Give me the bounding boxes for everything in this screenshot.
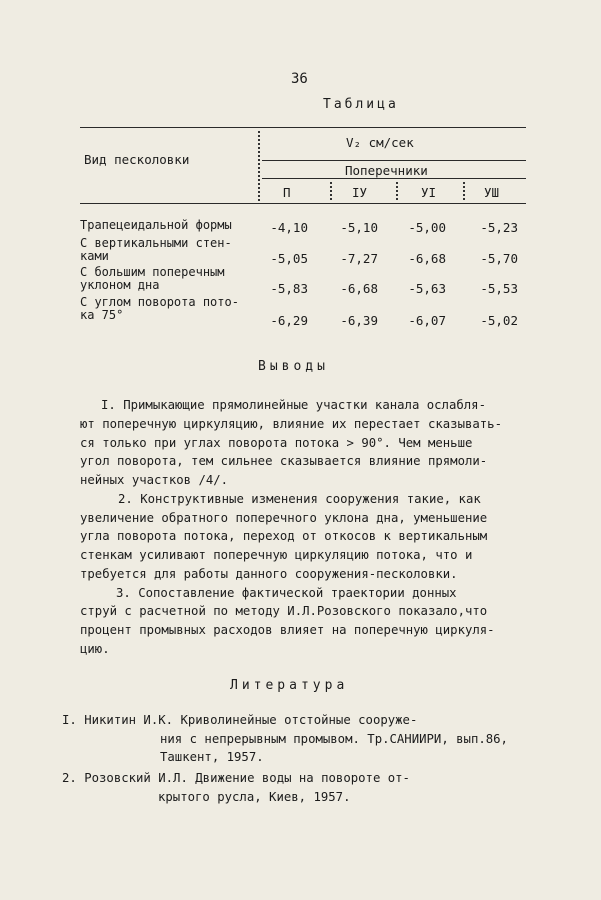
table-cell: -5,05 [270, 251, 308, 266]
conclusion-line: угол поворота, тем сильнее сказывается влияние прямоли- [80, 454, 488, 468]
table-cell: -6,68 [408, 251, 446, 266]
column-header: УI [421, 185, 437, 200]
conclusion-line: 2. Конструктивные изменения сооружения такие, как [118, 492, 481, 506]
reference-line: ния с непрерывным промывом. Тр.САНИИРИ, вып.86, [160, 732, 508, 746]
reference-line: крытого русла, Киев, 1957. [158, 790, 351, 804]
table-cell: -6,29 [270, 313, 308, 328]
conclusion-line: ся только при углах поворота потока > 90°. Чем меньше [80, 436, 473, 450]
table-cell: -5,63 [408, 281, 446, 296]
table-header-bottom-rule [80, 203, 526, 204]
conclusion-line: струй с расчетной по методу И.Л.Розовского показало,что [80, 604, 488, 618]
header-group: Поперечники [345, 163, 428, 178]
header-group-rule [262, 160, 526, 161]
conclusion-line: увеличение обратного поперечного уклона дна, уменьшение [80, 511, 488, 525]
column-header: IУ [352, 185, 368, 200]
conclusion-line: нейных участков /4/. [80, 473, 229, 487]
conclusion-line: требуется для работы данного сооружения-песколовки. [80, 567, 458, 581]
row-label: С большим поперечным [80, 265, 225, 279]
table-cell: -5,02 [480, 313, 518, 328]
table-cell: -5,23 [480, 220, 518, 235]
table-cell: -4,10 [270, 220, 308, 235]
table-cell: -6,68 [340, 281, 378, 296]
column-separator [463, 182, 467, 200]
reference-line: I. Никитин И.К. Криволинейные отстойные сооруже- [62, 713, 418, 727]
row-label: ка 75° [80, 308, 124, 322]
column-separator [396, 182, 400, 200]
table-caption: Таблица [323, 97, 399, 112]
table-cell: -6,07 [408, 313, 446, 328]
reference-line: 2. Розовский И.Л. Движение воды на повороте от- [62, 771, 410, 785]
table-cell: -5,10 [340, 220, 378, 235]
table-cell: -7,27 [340, 251, 378, 266]
header-columns-rule [262, 178, 526, 179]
column-header: УШ [484, 185, 500, 200]
table-cell: -5,83 [270, 281, 308, 296]
conclusion-line: ют поперечную циркуляцию, влияние их перестает сказывать- [80, 417, 502, 431]
literature-title: Литература [230, 678, 349, 693]
row-label: С вертикальными стен- [80, 236, 232, 250]
conclusion-line: процент промывных расходов влияет на поперечную циркуля- [80, 623, 495, 637]
row-label: Трапецеидальной формы [80, 218, 232, 232]
page-number: 36 [291, 71, 308, 87]
column-separator [258, 131, 262, 201]
header-left: Вид песколовки [84, 152, 190, 167]
column-separator [330, 182, 334, 200]
row-label: С углом поворота пото- [80, 295, 239, 309]
row-label: уклоном дна [80, 278, 160, 292]
conclusion-line: I. Примыкающие прямолинейные участки канала ослабля- [101, 398, 486, 412]
header-quantity: V₂ см/сек [346, 135, 414, 150]
table-cell: -5,70 [480, 251, 518, 266]
row-label: ками [80, 249, 109, 263]
column-header: П [283, 185, 291, 200]
conclusion-line: стенкам усиливают поперечную циркуляцию потока, что и [80, 548, 473, 562]
conclusion-line: 3. Сопоставление фактической траектории донных [116, 586, 457, 600]
conclusion-line: угла поворота потока, переход от откосов к вертикальным [80, 529, 488, 543]
table-cell: -5,00 [408, 220, 446, 235]
reference-line: Ташкент, 1957. [160, 750, 264, 764]
table-cell: -5,53 [480, 281, 518, 296]
conclusion-line: цию. [80, 642, 110, 656]
conclusions-title: Выводы [258, 359, 329, 374]
table-cell: -6,39 [340, 313, 378, 328]
table-top-rule [80, 127, 526, 128]
